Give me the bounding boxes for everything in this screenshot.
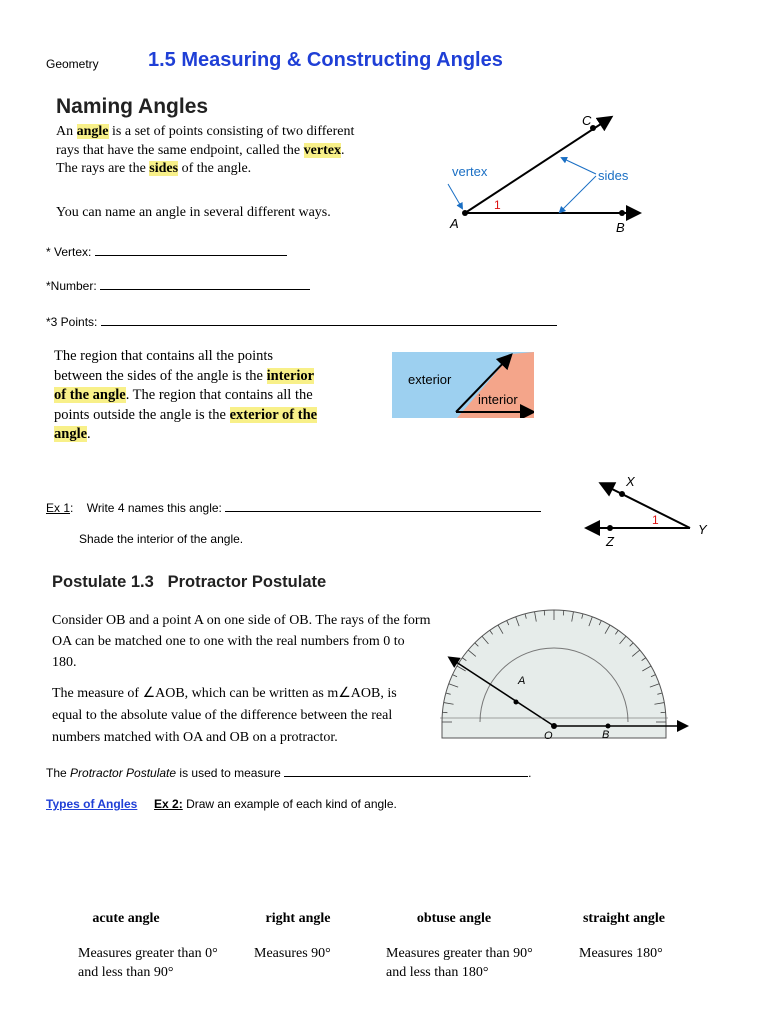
ex1-label: Ex 1 <box>46 501 71 515</box>
naming-heading: Naming Angles <box>56 95 209 118</box>
point-x-label: X <box>626 474 635 489</box>
acute-angle-description: Measures greater than 0° and less than 90° <box>78 946 218 980</box>
point-y-label: Y <box>698 522 707 537</box>
point-z-label: Z <box>606 534 614 549</box>
ex1-answer-line[interactable] <box>225 499 541 512</box>
region-text: The region that contains all the points between the sides of the angle is the interior of the angle. The region that contains all the points outside the angle is the exterior of the angle. <box>54 348 318 442</box>
acute-angle-heading: acute angle <box>92 911 160 926</box>
number-answer-line[interactable] <box>100 277 310 290</box>
ex1-shade-instruction: Shade the interior of the angle. <box>79 532 244 546</box>
usage-answer-line[interactable] <box>284 764 528 777</box>
interior-exterior-diagram <box>392 352 534 418</box>
angle-diagram <box>440 108 650 238</box>
protractor-point-b: B <box>602 729 610 741</box>
course-label: Geometry <box>46 57 99 71</box>
postulate-paragraph-2: The measure of ∠AOB, which can be written as m∠AOB, is equal to the absolute value of the difference between the real numbers matched with OA and OB on a protractor. <box>52 686 397 745</box>
ex2-prompt: Draw an example of each kind of angle. <box>186 797 397 811</box>
angle-1-label: 1 <box>652 513 659 527</box>
point-a-label: A <box>450 216 459 231</box>
number-blank-row: *Number: <box>46 277 310 293</box>
term-interior: interior of the angle <box>54 367 315 403</box>
term-angle: angle <box>76 124 109 139</box>
obtuse-angle-heading: obtuse angle <box>416 911 492 926</box>
naming-note: You can name an angle in several different ways. <box>56 205 331 220</box>
straight-angle-heading: straight angle <box>582 911 666 926</box>
protractor-diagram <box>440 606 690 746</box>
right-angle-heading: right angle <box>265 911 331 926</box>
vertex-label: vertex <box>452 164 488 179</box>
protractor-point-a: A <box>518 675 526 687</box>
sides-label: sides <box>598 168 629 183</box>
points-blank-row: *3 Points: <box>46 313 557 329</box>
postulate-paragraph-1: Consider OB and a point A on one side of OB. The rays of the form OA can be matched one to one with the real numbers from 0 to 180. <box>52 613 431 670</box>
ex1-row: Ex 1: Write 4 names this angle: <box>46 499 541 515</box>
postulate-heading: Postulate 1.3 Protractor Postulate <box>52 573 327 591</box>
ex2-label: Ex 2: <box>154 797 183 811</box>
usage-line: The Protractor Postulate is used to measure . <box>46 766 532 780</box>
types-of-angles-link[interactable]: Types of Angles <box>46 797 138 811</box>
angle-number-label: 1 <box>494 198 501 212</box>
interior-label: interior <box>478 392 518 407</box>
point-c-label: C <box>582 113 592 128</box>
protractor-point-o: O <box>544 730 553 742</box>
vertex-answer-line[interactable] <box>95 243 287 256</box>
term-sides: sides <box>149 161 179 176</box>
types-row <box>46 797 397 811</box>
obtuse-angle-description: Measures greater than 90° and less than 180° <box>386 946 533 980</box>
angle-xyz-diagram <box>582 472 712 552</box>
straight-angle-description: Measures 180° <box>579 946 663 961</box>
vertex-blank-row: * Vertex: <box>46 243 287 259</box>
points-answer-line[interactable] <box>101 313 557 326</box>
right-angle-description: Measures 90° <box>254 946 331 961</box>
angle-definition: An angle is a set of points consisting of two different rays that have the same endpoint, called the vertex. The rays are the sides of the angle. <box>56 124 355 176</box>
exterior-label: exterior <box>408 372 452 387</box>
term-vertex: vertex <box>303 142 341 158</box>
page-title: 1.5 Measuring & Constructing Angles <box>148 49 503 71</box>
point-b-label: B <box>616 220 625 235</box>
term-exterior: exterior of the angle <box>54 406 318 442</box>
